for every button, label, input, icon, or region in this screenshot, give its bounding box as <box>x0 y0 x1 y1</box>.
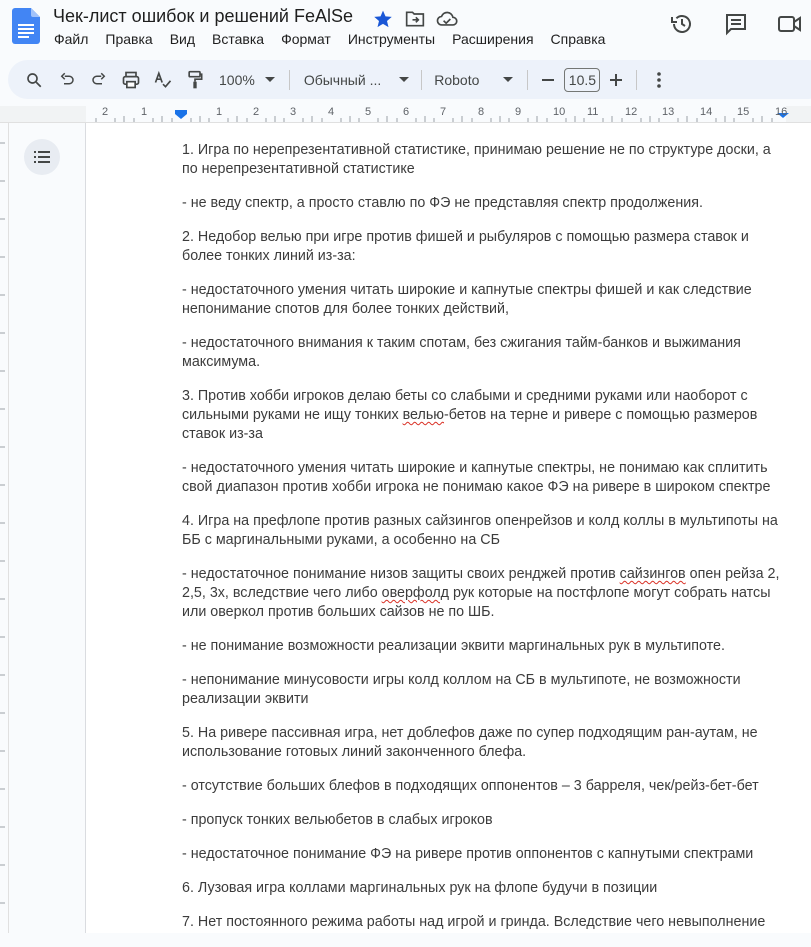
font-size-input[interactable]: 10.5 <box>564 68 600 92</box>
ruler-label: 12 <box>625 106 638 118</box>
left-indent-marker[interactable] <box>175 110 187 119</box>
ruler-label: 2 <box>102 106 109 118</box>
toolbar-divider <box>636 70 637 90</box>
star-icon[interactable] <box>371 9 395 29</box>
paragraph: - недостаточного внимания к таким спотам, без сжигания тайм-банков и выжимания максимума. <box>182 335 741 370</box>
paragraph: - не веду спектр, а просто ставлю по ФЭ не представляя спектр продолжения. <box>182 195 703 211</box>
cloud-saved-icon[interactable] <box>435 9 459 29</box>
ruler-label: 9 <box>515 106 522 118</box>
paragraph: 5. На ривере пассивная игра, нет доблефов даже по супер подходящим ран-аутам, не использование готовых линий законченного блефа. <box>182 725 758 760</box>
move-folder-icon[interactable] <box>403 9 427 29</box>
font-select[interactable] <box>434 66 513 94</box>
paragraph: 4. Игра на префлопе против разных сайзингов опенрейзов и колд коллы в мультипоты на ББ с маргинальными руками, а особенно на СБ <box>182 513 778 548</box>
text-run: опен рейза 2, 2,5, 3х, вследствие чего либо <box>182 566 780 601</box>
decrease-font-size-icon[interactable] <box>534 66 562 94</box>
toolbar-divider <box>421 70 422 90</box>
paragraph <box>182 387 787 444</box>
menu-edit[interactable]: Правка <box>105 31 153 47</box>
ruler-label: 2 <box>253 106 260 118</box>
ruler-label: 7 <box>440 106 447 118</box>
menu-format[interactable]: Формат <box>281 31 331 47</box>
more-options-icon[interactable] <box>645 66 673 94</box>
undo-icon[interactable] <box>53 66 81 94</box>
vertical-ruler[interactable] <box>0 123 9 933</box>
print-icon[interactable] <box>117 66 145 94</box>
ruler-label: 8 <box>478 106 485 118</box>
toolbar-divider <box>289 70 290 90</box>
misspelled-word[interactable]: сайзингов <box>619 566 686 582</box>
ruler-label: 13 <box>662 106 675 118</box>
history-icon[interactable] <box>668 10 696 38</box>
ruler-label: 1 <box>141 106 148 118</box>
paragraph: - отсутствие больших блефов в подходящих оппонентов – 3 барреля, чек/рейз-бет-бет <box>182 778 759 794</box>
misspelled-word[interactable]: велью <box>402 407 445 423</box>
title-bar <box>0 0 811 56</box>
paragraph: - недостаточного умения читать широкие и капнутые спектры, не понимаю как сплитить свой диапазон против хобби игрока не понимаю какое ФЭ на ривере в широком спектре <box>182 460 771 495</box>
zoom-select[interactable] <box>219 66 275 94</box>
toolbar-divider <box>527 70 528 90</box>
paragraph: 7. Нет постоянного режима работы над игрой и гринда. Вследствие чего невыполнение <box>182 914 766 930</box>
font-dropdown-icon <box>503 77 513 83</box>
ruler-label: 5 <box>365 106 372 118</box>
text-run: рук которые на постфлопе могут собрать натсы или оверкол против больших сайзов не по ШБ. <box>182 585 771 620</box>
comments-icon[interactable] <box>722 10 750 38</box>
menu-extensions[interactable]: Расширения <box>452 31 534 47</box>
menu-help[interactable]: Справка <box>550 31 606 47</box>
docs-logo-icon[interactable] <box>12 8 40 44</box>
ruler-label: 10 <box>553 106 566 118</box>
ruler-label: 3 <box>290 106 297 118</box>
paint-format-icon[interactable] <box>181 66 209 94</box>
search-menus-icon[interactable] <box>20 66 48 94</box>
document-body[interactable] <box>182 141 787 947</box>
menu-file[interactable]: Файл <box>54 31 89 47</box>
paragraph: - недостаточного умения читать широкие и капнутые спектры фишей и как следствие непонимание спотов для более тонких действий, <box>182 282 752 317</box>
text-run: - недостаточное понимание низов защиты своих ренджей против <box>182 566 620 582</box>
paragraph: - пропуск тонких вельюбетов в слабых игроков <box>182 812 493 828</box>
ruler-label: 4 <box>328 106 335 118</box>
paragraph: - недостаточное понимание ФЭ на ривере против оппонентов с капнутыми спектрами <box>182 846 754 862</box>
spellcheck-icon[interactable] <box>149 66 177 94</box>
document-outline-button[interactable] <box>24 139 60 175</box>
ruler-label: 11 <box>587 106 599 118</box>
document-title[interactable]: Чек-лист ошибок и решений FeAlSe <box>53 6 353 26</box>
paragraph <box>182 565 787 622</box>
paragraph: 2. Недобор велью при игре против фишей и рыбуляров с помощью размера ставок и более тонких линий из-за: <box>182 229 749 264</box>
increase-font-size-icon[interactable] <box>602 66 630 94</box>
zoom-dropdown-icon <box>265 77 275 83</box>
menu-view[interactable]: Вид <box>169 31 196 47</box>
ruler-label: 6 <box>403 106 410 118</box>
toolbar <box>8 60 811 99</box>
paragraph: 6. Лузовая игра коллами маргинальных рук на флопе будучи в позиции <box>182 880 658 896</box>
menu-insert[interactable]: Вставка <box>212 31 265 47</box>
menu-tools[interactable]: Инструменты <box>347 31 436 47</box>
style-value: Обычный ... <box>303 71 382 88</box>
paragraph: 1. Игра по нерепрезентативной статистике, принимаю решение не по структуре доски, а по нерепрезентативной статистике <box>182 142 771 177</box>
ruler-label: 16 <box>775 106 788 118</box>
outline-list-icon <box>34 151 50 163</box>
misspelled-word[interactable]: оверфолд <box>381 585 450 601</box>
meet-icon[interactable] <box>776 10 804 38</box>
style-select[interactable] <box>304 66 409 94</box>
text-run: 3. Против хобби игроков делаю беты со слабыми и средними руками или наоборот с сильными руками не ищу тонких <box>182 388 748 423</box>
vertical-ruler-ticks <box>0 123 8 933</box>
zoom-value: 100% <box>219 71 255 88</box>
horizontal-ruler[interactable] <box>0 106 811 123</box>
paragraph: - не понимание возможности реализации эквити маргинальных рук в мультипоте. <box>182 638 725 654</box>
redo-icon[interactable] <box>85 66 113 94</box>
menu-bar <box>54 31 622 47</box>
text-run: -бетов на терне и ривере с помощью размеров ставок из-за <box>182 407 758 442</box>
ruler-label: 1 <box>216 106 223 118</box>
ruler-label: 14 <box>700 106 713 118</box>
font-value: Roboto <box>434 71 480 88</box>
ruler-label: 15 <box>737 106 750 118</box>
paragraph: - непонимание минусовости игры колд коллом на СБ в мультипоте, не возможности реализации эквити <box>182 672 741 707</box>
style-dropdown-icon <box>399 77 409 83</box>
